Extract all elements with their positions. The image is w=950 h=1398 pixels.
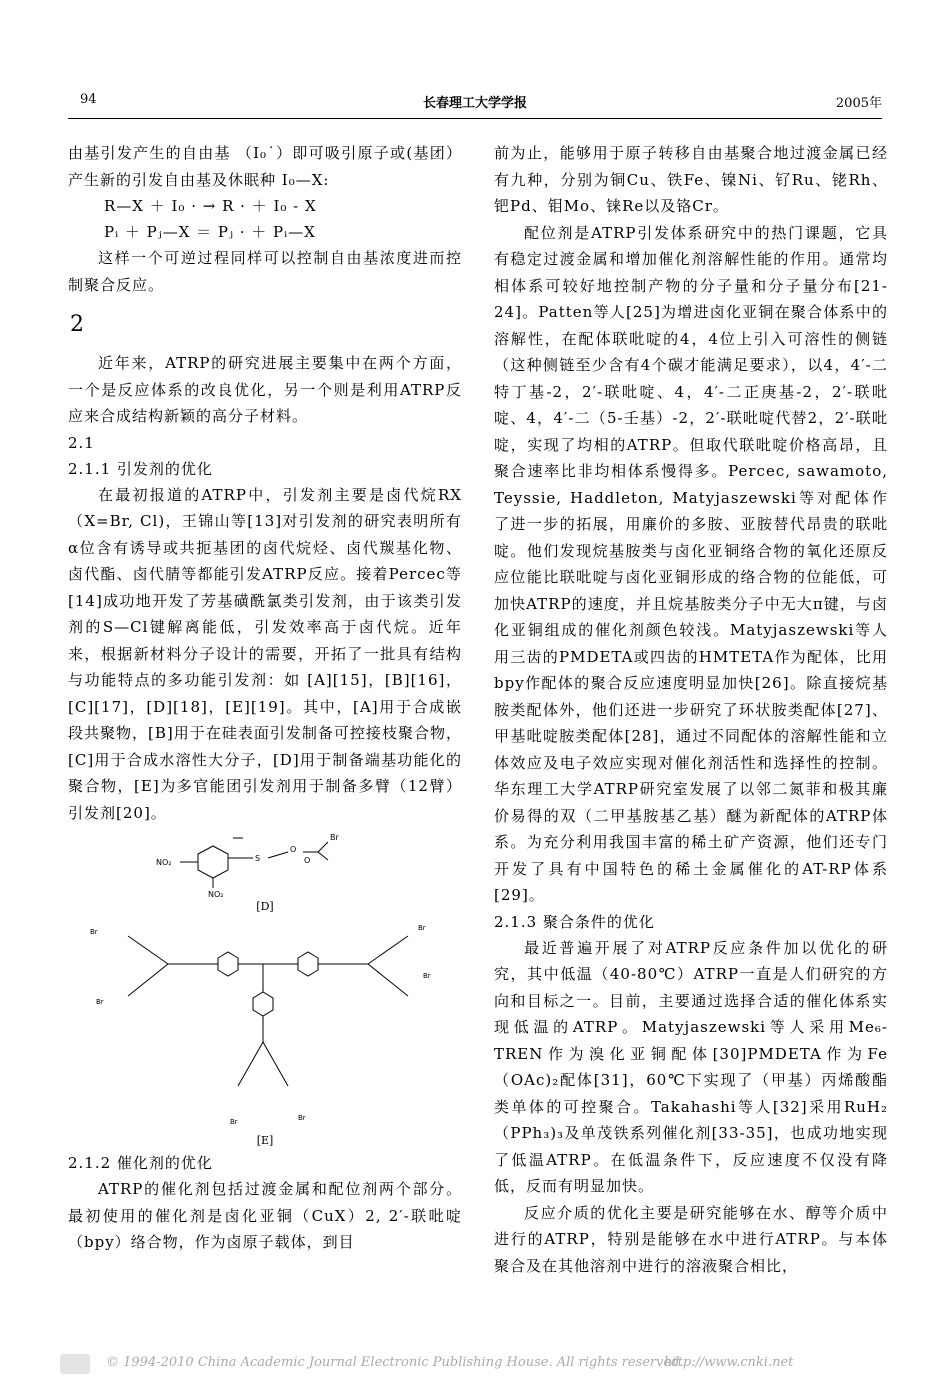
header-rule xyxy=(68,118,882,119)
chem-label: Br xyxy=(423,972,431,980)
paragraph: 反应介质的优化主要是研究能够在水、醇等介质中进行的ATRP，特别是能够在水中进行ATRP。与本体聚合及在其他溶剂中进行的溶液聚合相比， xyxy=(494,1203,888,1275)
running-header xyxy=(0,92,950,114)
chem-label: Br xyxy=(90,928,98,936)
equation-1: R—X ＋ I₀ · → R · ＋ I₀ - X xyxy=(104,197,317,215)
paragraph: 近年来，ATRP的研究进展主要集中在两个方面，一个是反应体系的改良优化，另一个则是利用ATRP反应来合成结构新颖的高分子材料。 xyxy=(68,354,462,425)
structure-d-image xyxy=(68,828,462,900)
right-column xyxy=(494,140,888,1279)
subsection-heading: 2.1.3 聚合条件的优化 xyxy=(494,912,655,931)
paragraph: 在最初报道的ATRP中，引发剂主要是卤代烷RX（X=Br, Cl)，王锦山等[13]对引发剂的研究表明所有α位含有诱导或共扼基团的卤代烷烃、卤代羰基化物、卤代酯、卤代腈等都能引发ATRP反应。接着Percec等[14]成功地开发了芳基磺酰氯类引发剂，由于该类引发剂的S—Cl键解离能低，引发效率高于卤代烷。近年来，根据新材料分子设计的需要，开拓了一批具有结构与功能特点的多功能引发剂：如 [A][15]，[B][16]，[C][17]，[D][18]，[E][19]。其中，[A]用于合成嵌段共聚物，[B]用于在硅表面引发制备可控接枝聚合物，[C]用于合成水溶性大分子，[D]用于制备端基功能化的聚合物，[E]为多官能团引发剂用于制备多臂（12臂）引发剂[20]。 xyxy=(68,485,462,822)
chem-label: Br xyxy=(230,1118,238,1126)
cnki-logo-icon xyxy=(60,1354,90,1374)
chem-label: O xyxy=(304,856,311,865)
subsection-heading: 2.1 xyxy=(68,433,95,452)
paragraph: 配位剂是ATRP引发体系研究中的热门课题，它具有稳定过渡金属和增加催化剂溶解性能的作用。通常均相体系可较好地控制产物的分子量和分子量分布[21-24]。Patten等人[25]为增进卤化亚铜在聚合体系中的溶解性，在配体联吡啶的4，4位上引入可溶性的侧链（这种侧链至少含有4个碳才能满足要求），以4，4′-二特丁基-2，2′-联吡啶、4，4′-二正庚基-2，2′-联吡啶、4，4′-二（5-壬基）-2，2′-联吡啶代替2，2′-联吡啶，实现了均相的ATRP。但取代联吡啶价格高昂，且聚合速率比非均相体系慢得多。Percec, sawamoto, Teyssie, Haddleton, Matyjaszewski等对配体作了进一步的拓展，用廉价的多胺、亚胺替代昂贵的联吡啶。他们发现烷基胺类与卤化亚铜络合物的氧化还原反应位能比联吡啶与卤化亚铜形成的络合物的位能低，可加快ATRP的速度，并且烷基胺类分子中无大π键，与卤化亚铜组成的催化剂颜色较浅。Matyjaszewski等人用三齿的PMDETA或四齿的HMTETA作为配体，比用bpy作配体的聚合反应速度明显加快[26]。除直接烷基胺类配体外，他们还进一步研究了环状胺类配体[27]、甲基吡啶胺类配体[28]，通过不同配体的溶解性能和立体效应及电子效应实现对催化剂活性和选择性的控制。华东理工大学ATRP研究室发展了以邻二氮菲和极其廉价易得的双（二甲基胺基乙基）醚为新配体的ATRP体系。为充分利用我国丰富的稀土矿产资源，他们还专门开发了具有中国特色的稀土金属催化的AT-RP体系[29]。 xyxy=(494,223,888,904)
subsection-heading: 2.1.2 催化剂的优化 xyxy=(68,1154,213,1172)
chem-label: O xyxy=(290,845,297,854)
figure-e xyxy=(68,916,462,1148)
chem-label: Br xyxy=(96,998,104,1006)
page-number: 94 xyxy=(80,92,97,107)
chem-label: Br xyxy=(418,924,426,932)
chem-label: Br xyxy=(298,1114,306,1122)
chem-label: Br xyxy=(330,833,339,842)
chem-label: S xyxy=(255,854,261,863)
footer-link[interactable]: http://www.cnki.net xyxy=(664,1355,794,1370)
journal-title: 长春理工大学学报 xyxy=(422,96,527,111)
publication-year: 2005年 xyxy=(835,96,882,111)
figure-d xyxy=(68,828,462,914)
chem-label: NO₂ xyxy=(208,890,224,899)
structure-e-image xyxy=(68,916,462,1134)
paragraph: ATRP的催化剂包括过渡金属和配位剂两个部分。最初使用的催化剂是卤化亚铜（CuX）2, 2′-联吡啶（bpy）络合物，作为卤原子载体，到目 xyxy=(68,1180,462,1251)
copyright-notice: © 1994-2010 China Academic Journal Electronic Publishing House. All rights reserved. xyxy=(106,1355,684,1370)
chem-label: NO₂ xyxy=(156,858,172,867)
subsection-heading: 2.1.1 引发剂的优化 xyxy=(68,459,213,478)
equation-2: Pᵢ ＋ Pⱼ—X ＝ Pⱼ · ＋ Pᵢ—X xyxy=(104,223,316,241)
paragraph: 由基引发产生的自由基 （I₀˙）即可吸引原子或(基团）产生新的引发自由基及休眠种 I₀—X: xyxy=(68,144,462,189)
paragraph: 前为止，能够用于原子转移自由基聚合地过渡金属已经有九种，分别为铜Cu、铁Fe、镍Ni、钌Ru、铑Rh、钯Pd、钼Mo、铼Re以及铬Cr。 xyxy=(494,144,888,215)
paragraph: 最近普遍开展了对ATRP反应条件加以优化的研究，其中低温（40-80℃）ATRP一直是人们研究的方向和目标之一。目前，主要通过选择合适的催化体系实现低温的ATRP。Matyjaszewski等人采用Me₆-TREN作为溴化亚铜配体[30]PMDETA作为Fe（OAc)₂配体[31]，60℃下实现了（甲基）丙烯酸酯类单体的可控聚合。Takahashi等人[32]采用RuH₂（PPh₃)₃及单茂铁系列催化剂[33-35]，也成功地实现了低温ATRP。在低温条件下，反应速度不仅没有降低，反而有明显加快。 xyxy=(494,938,888,1195)
section-heading: 2 xyxy=(70,312,84,337)
paragraph: 这样一个可逆过程同样可以控制自由基浓度进而控制聚合反应。 xyxy=(68,249,462,294)
footer xyxy=(0,1352,950,1378)
left-column xyxy=(68,140,462,1256)
figure-caption: [D] xyxy=(256,900,274,913)
figure-caption: [E] xyxy=(256,1134,274,1147)
